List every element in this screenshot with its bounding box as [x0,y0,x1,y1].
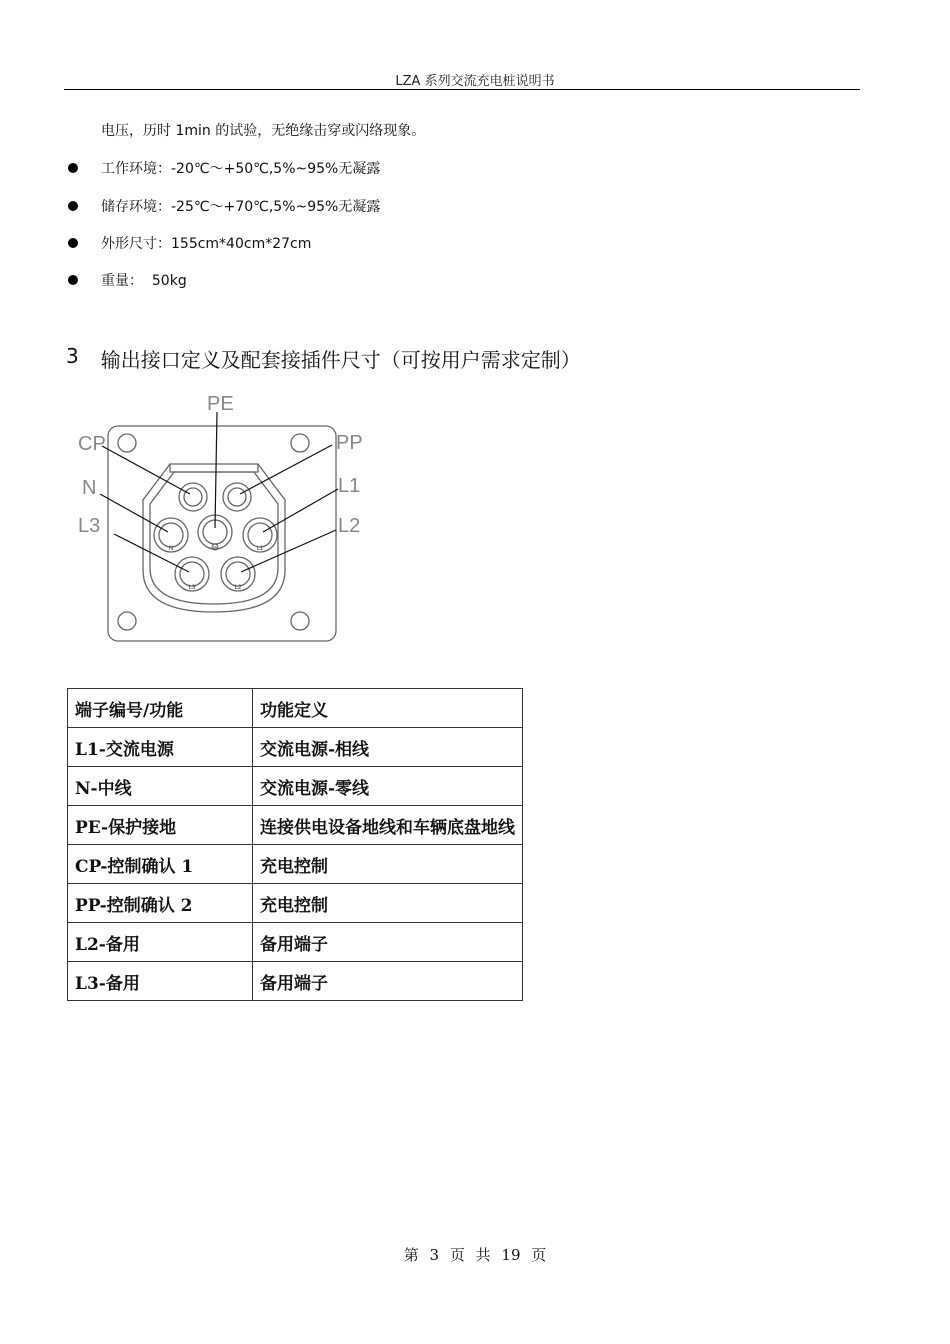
table-cell-terminal: N-中线 [68,767,253,806]
table-cell-definition: 交流电源-相线 [253,728,523,767]
pin-mark-l2: L2 [234,585,242,591]
leader-line-l1 [263,489,338,532]
footer-prefix: 第 [403,1246,419,1264]
pin-mark-l3: L3 [188,585,196,591]
header-divider [64,89,860,90]
label-pp: PP [336,432,363,454]
table-row [68,728,523,767]
pin-mark-l1: L1 [256,546,264,552]
continuation-paragraph: 电压，历时 1min 的试验，无绝缘击穿或闪络现象。 [101,123,426,139]
section-title: 输出接口定义及配套接插件尺寸（可按用户需求定制） [100,348,581,372]
bullet-dot-icon [68,163,78,173]
footer-total-pages: 19 [501,1246,521,1264]
label-cp: CP [78,433,106,455]
bullet-weight [68,270,187,290]
table-cell-terminal: L2-备用 [68,923,253,962]
table-row [68,806,523,845]
table-cell-definition: 连接供电设备地线和车辆底盘地线 [253,806,523,845]
section-heading [66,344,581,373]
table-cell-terminal: L3-备用 [68,962,253,1001]
mounting-hole [118,612,136,630]
table-row [68,884,523,923]
leader-line-pe [215,412,217,528]
label-l1: L1 [338,475,361,497]
page-footer [0,1244,950,1265]
table-cell-terminal: PP-控制确认 2 [68,884,253,923]
bullet-dot-icon [68,275,78,285]
table-header-cell: 端子编号/功能 [68,689,253,728]
table-cell-definition: 充电控制 [253,845,523,884]
table-cell-definition: 备用端子 [253,923,523,962]
document-header-title: LZA 系列交流充电桩说明书 [395,74,555,89]
leader-line-cp [102,446,190,494]
footer-suffix: 页 [531,1246,547,1264]
bullet-text: 重量： 50kg [101,273,187,289]
bullet-text: 工作环境：-20℃～+50℃,5%~95%无凝露 [101,161,381,177]
table-cell-terminal: CP-控制确认 1 [68,845,253,884]
label-n: N [82,477,97,499]
table-header-row [68,689,523,728]
bullet-text: 外形尺寸：155cm*40cm*27cm [101,236,312,252]
label-pe: PE [207,393,234,415]
bullet-dot-icon [68,238,78,248]
footer-middle2: 共 [475,1246,491,1264]
mounting-hole [118,434,136,452]
leader-line-pp [240,445,332,494]
pin-mark-n: N [168,546,174,552]
footer-middle1: 页 [449,1246,465,1264]
table-cell-definition: 充电控制 [253,884,523,923]
table-row [68,845,523,884]
bullet-operating-environment [68,158,380,178]
connector-key-notch [170,464,258,472]
pin-cp [179,483,207,511]
table-cell-terminal: PE-保护接地 [68,806,253,845]
bullet-dimensions [68,233,311,253]
table-header-cell: 功能定义 [253,689,523,728]
bullet-storage-environment [68,196,380,216]
terminal-definition-table [67,688,523,1001]
table-cell-definition: 交流电源-零线 [253,767,523,806]
table-cell-definition: 备用端子 [253,962,523,1001]
footer-page-number: 3 [429,1246,440,1264]
leader-line-n [100,494,168,532]
connector-inner-outline [150,472,278,604]
label-l3: L3 [78,515,101,537]
mounting-hole [291,434,309,452]
connector-pinout-diagram [70,390,390,652]
table-row [68,767,523,806]
label-l2: L2 [338,515,361,537]
connector-mounting-plate [108,426,336,641]
table-cell-terminal: L1-交流电源 [68,728,253,767]
table-row [68,962,523,1001]
leader-line-l3 [114,534,189,572]
connector-housing-outline [143,464,285,612]
section-number: 3 [66,344,79,368]
bullet-text: 储存环境：-25℃～+70℃,5%~95%无凝露 [101,199,381,215]
pin-pp [223,483,251,511]
mounting-hole [291,612,309,630]
table-row [68,923,523,962]
bullet-dot-icon [68,201,78,211]
